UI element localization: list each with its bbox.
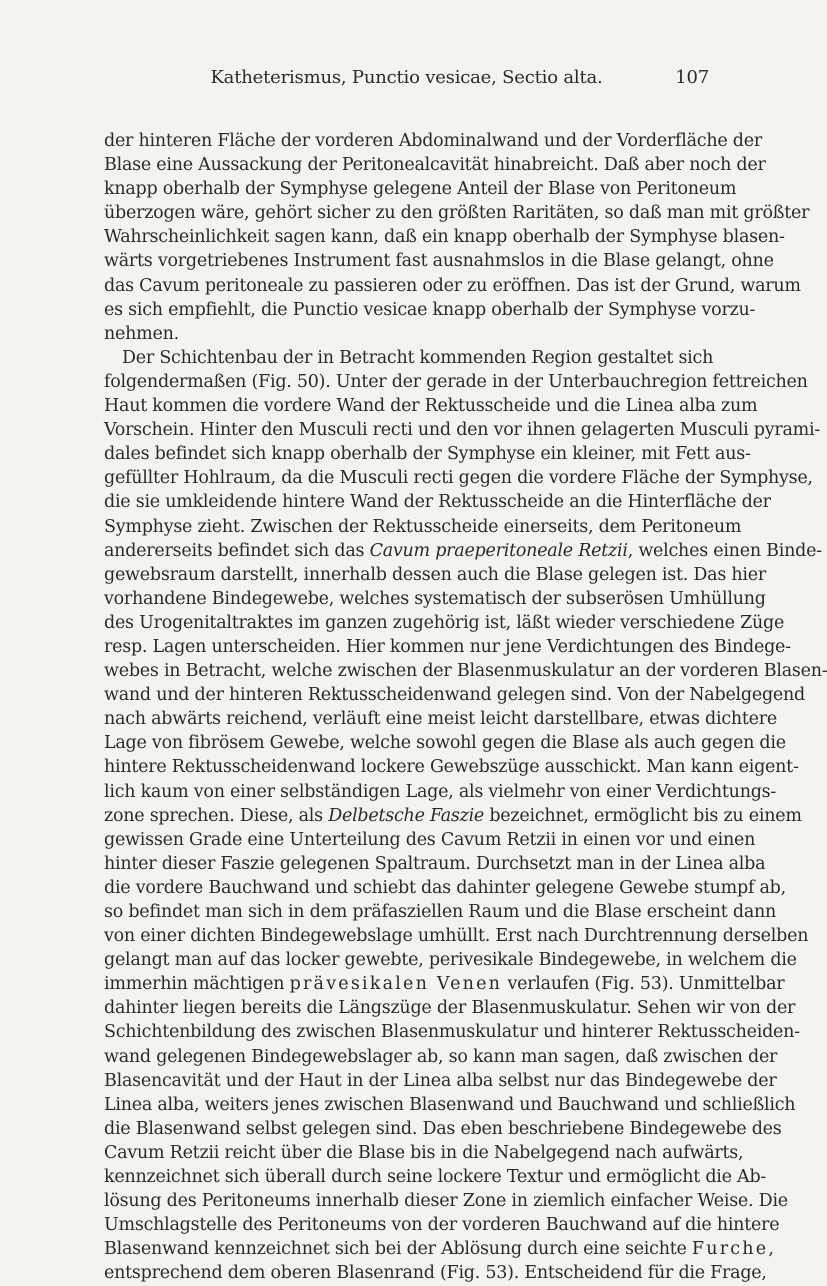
text-segment: zone sprechen. Diese, als <box>104 805 329 826</box>
text-line <box>104 1117 782 1141</box>
text-line <box>104 394 758 418</box>
italic-term: Cavum praeperitoneale Retzii <box>369 540 628 561</box>
text-line <box>104 346 714 370</box>
text-segment: folgendermaßen (Fig. 50). Unter der gerade in der Unterbauchregion fettreichen <box>104 371 808 392</box>
text-segment: Cavum Retzii reicht über die Blase bis in die Nabelgegend nach aufwärts, <box>104 1142 744 1163</box>
text-line <box>104 1020 800 1044</box>
text-line <box>104 177 737 201</box>
text-line <box>104 996 796 1020</box>
text-segment: Symphyse zieht. Zwischen der Rektusscheide einerseits, dem Peritoneum <box>104 516 742 537</box>
text-line <box>104 201 810 225</box>
text-line <box>104 876 786 900</box>
text-segment: von einer dichten Bindegewebslage umhüllt. Erst nach Durchtrennung derselben <box>104 926 809 947</box>
text-segment: nach abwärts reichend, verläuft eine meist leicht darstellbare, etwas dichtere <box>104 709 778 730</box>
text-line <box>104 852 766 876</box>
text-line <box>104 804 802 828</box>
text-segment: die Blasenwand selbst gelegen sind. Das eben beschriebene Bindegewebe des <box>104 1118 782 1139</box>
text-segment: Blase eine Aussackung der Peritonealcavität hinabreicht. Daß aber noch der <box>104 155 766 176</box>
text-segment: gewebsraum darstellt, innerhalb dessen auch die Blase gelegen ist. Das hier <box>104 564 766 585</box>
text-segment: wand und der hinteren Rektusscheidenwand gelegen sind. Von der Nabelgegend <box>104 685 805 706</box>
text-segment: Blasenwand kennzeichnet sich bei der Ablösung durch eine seichte <box>104 1239 692 1260</box>
text-segment: , welches einen Binde- <box>627 540 822 561</box>
text-line <box>104 1165 767 1189</box>
text-segment: verlaufen (Fig. 53). Unmittelbar <box>502 974 785 995</box>
text-line <box>104 539 822 563</box>
text-line <box>104 948 797 972</box>
text-line <box>104 828 756 852</box>
text-segment: gewissen Grade eine Unterteilung des Cavum Retzii in einen vor und einen <box>104 829 756 850</box>
text-line <box>104 442 751 466</box>
text-segment: lösung des Peritoneums innerhalb dieser Zone in ziemlich einfacher Weise. Die <box>104 1191 788 1212</box>
text-line <box>104 1213 780 1237</box>
spaced-term: prävesikalen Venen <box>289 974 503 995</box>
text-line <box>104 515 742 539</box>
text-segment: Haut kommen die vordere Wand der Rektusscheide und die Linea alba zum <box>104 396 758 417</box>
text-segment: es sich empfiehlt, die Punctio vesicae knapp oberhalb der Symphyse vorzu- <box>104 299 756 320</box>
text-segment: wärts vorgetriebenes Instrument fast ausnahmslos in die Blase gelangt, ohne <box>104 251 774 272</box>
text-segment: Vorschein. Hinter den Musculi recti und den vor ihnen gelagerten Musculi pyrami- <box>104 420 820 441</box>
text-line <box>104 635 791 659</box>
text-line <box>104 274 801 298</box>
text-line <box>104 1069 777 1093</box>
text-line <box>104 490 771 514</box>
text-segment: Umschlagstelle des Peritoneums von der vorderen Bauchwand auf die hintere <box>104 1215 780 1236</box>
text-line <box>104 298 756 322</box>
text-line <box>104 1045 778 1069</box>
text-segment: resp. Lagen unterscheiden. Hier kommen nur jene Verdichtungen des Bindege- <box>104 636 791 657</box>
text-line <box>104 1189 788 1213</box>
text-segment: Der Schichtenbau der in Betracht kommenden Region gestaltet sich <box>122 347 714 368</box>
text-line <box>104 755 799 779</box>
text-segment: knapp oberhalb der Symphyse gelegene Anteil der Blase von Peritoneum <box>104 179 737 200</box>
text-line <box>104 249 774 273</box>
text-segment: kennzeichnet sich überall durch seine lockere Textur und ermöglicht die Ab- <box>104 1167 767 1188</box>
running-header <box>104 66 709 90</box>
running-title: Katheterismus, Punctio vesicae, Sectio alta. <box>210 67 603 88</box>
text-segment: Schichtenbildung des zwischen Blasenmuskulatur und hinterer Rektusscheiden- <box>104 1022 800 1043</box>
text-line <box>104 153 766 177</box>
text-line <box>104 370 808 394</box>
text-line <box>104 611 785 635</box>
text-segment: immerhin mächtigen <box>104 974 290 995</box>
text-line <box>104 707 778 731</box>
text-line <box>104 972 785 996</box>
text-line <box>104 322 709 346</box>
text-segment: dales befindet sich knapp oberhalb der Symphyse ein kleiner, mit Fett aus- <box>104 444 751 465</box>
text-line <box>104 225 785 249</box>
text-segment: andererseits befindet sich das <box>104 540 370 561</box>
text-line <box>104 1141 744 1165</box>
text-segment: lich kaum von einer selbständigen Lage, als vielmehr von einer Verdichtungs- <box>104 781 777 802</box>
text-segment: hintere Rektusscheidenwand lockere Gewebszüge ausschickt. Man kann eigent- <box>104 757 799 778</box>
text-segment: Wahrscheinlichkeit sagen kann, daß ein knapp oberhalb der Symphyse blasen- <box>104 227 785 248</box>
text-segment: das Cavum peritoneale zu passieren oder zu eröffnen. Das ist der Grund, warum <box>104 275 801 296</box>
text-segment: gefüllter Hohlraum, da die Musculi recti gegen die vordere Fläche der Symphyse, <box>104 468 813 489</box>
text-line <box>104 1237 777 1261</box>
text-segment: dahinter liegen bereits die Längszüge der Blasenmuskulatur. Sehen wir von der <box>104 998 796 1019</box>
text-line <box>104 1261 767 1285</box>
text-line <box>104 418 820 442</box>
text-segment: gelangt man auf das locker gewebte, perivesikale Bindegewebe, in welchem die <box>104 950 797 971</box>
text-segment: Blasencavität und der Haut in der Linea alba selbst nur das Bindegewebe der <box>104 1070 777 1091</box>
text-line <box>104 563 766 587</box>
text-segment: überzogen wäre, gehört sicher zu den größten Raritäten, so daß man mit größter <box>104 203 810 224</box>
text-segment: des Urogenitaltraktes im ganzen zugehörig ist, läßt wieder verschiedene Züge <box>104 612 785 633</box>
text-line <box>104 1093 796 1117</box>
text-segment: so befindet man sich in dem präfasziellen Raum und die Blase erscheint dann <box>104 902 777 922</box>
text-segment: Lage von fibrösem Gewebe, welche sowohl gegen die Blase als auch gegen die <box>104 733 786 754</box>
text-segment: vorhandene Bindegewebe, welches systematisch der subserösen Umhüllung <box>104 588 766 609</box>
spaced-term: Furche, <box>691 1239 777 1260</box>
text-line <box>104 129 762 153</box>
text-line <box>104 587 766 611</box>
page-number: 107 <box>675 67 709 88</box>
text-line <box>104 731 786 755</box>
text-line <box>104 780 777 804</box>
text-segment: die sie umkleidende hintere Wand der Rektusscheide an die Hinterfläche der <box>104 492 771 513</box>
text-line <box>104 659 827 683</box>
text-segment: Linea alba, weiters jenes zwischen Blasenwand und Bauchwand und schließlich <box>104 1094 796 1115</box>
text-segment: entsprechend dem oberen Blasenrand (Fig. 53). Entscheidend für die Frage, <box>104 1263 767 1284</box>
text-segment: die vordere Bauchwand und schiebt das dahinter gelegene Gewebe stumpf ab, <box>104 877 786 898</box>
text-line <box>104 900 777 924</box>
text-segment: nehmen. <box>104 323 179 344</box>
text-segment: der hinteren Fläche der vorderen Abdominalwand und der Vorderfläche der <box>104 131 762 151</box>
text-line <box>104 683 805 707</box>
italic-term: Delbetsche Faszie <box>328 805 485 826</box>
text-line <box>104 924 809 948</box>
text-segment: wand gelegenen Bindegewebslager ab, so kann man sagen, daß zwischen der <box>104 1046 778 1067</box>
text-segment: hinter dieser Faszie gelegenen Spaltraum. Durchsetzt man in der Linea alba <box>104 853 766 874</box>
body-text <box>104 129 827 1286</box>
text-segment: bezeichnet, ermöglicht bis zu einem <box>484 805 802 826</box>
text-line <box>104 466 813 490</box>
text-segment: webes in Betracht, welche zwischen der Blasenmuskulatur an der vorderen Blasen- <box>104 661 827 682</box>
